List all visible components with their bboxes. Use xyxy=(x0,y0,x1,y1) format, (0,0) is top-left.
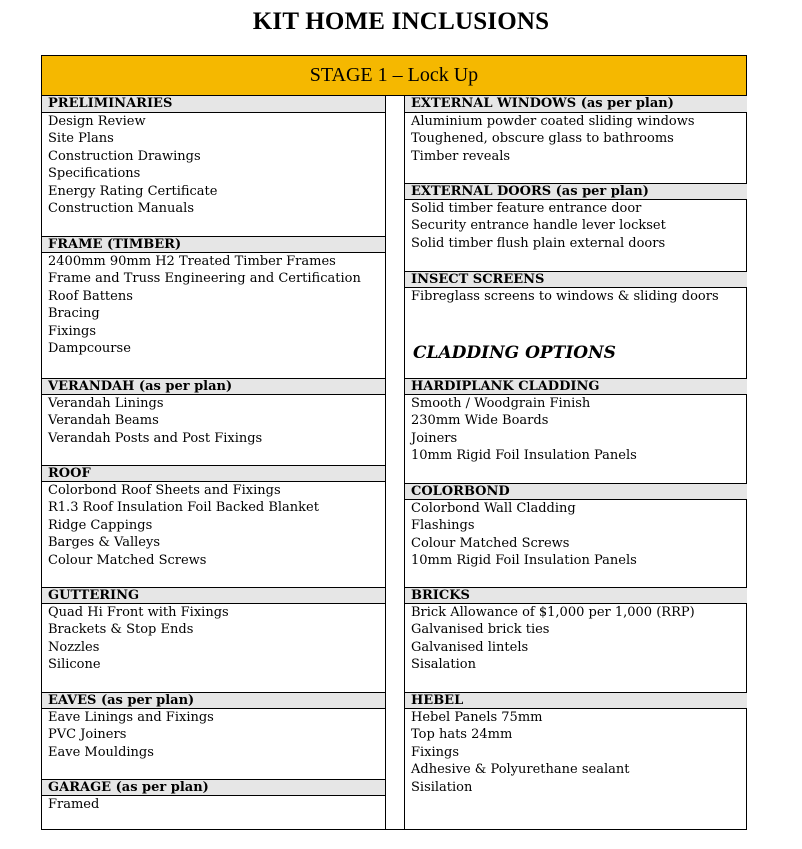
section-heading: HARDIPLANK CLADDING xyxy=(405,378,747,395)
section-roof xyxy=(42,465,385,569)
section-heading: GARAGE (as per plan) xyxy=(42,779,385,796)
list-item: Adhesive & Polyurethane sealant xyxy=(411,762,630,778)
section-heading: EAVES (as per plan) xyxy=(42,692,385,709)
list-item: Aluminium powder coated sliding windows xyxy=(411,114,695,129)
list-item: Silicone xyxy=(48,657,101,673)
list-item: Ridge Cappings xyxy=(48,517,153,533)
section-heading: ROOF xyxy=(42,465,385,482)
left-column xyxy=(42,96,386,829)
section-item-list xyxy=(405,500,747,570)
section-item-list xyxy=(42,796,385,813)
list-item: Frame and Truss Engineering and Certification xyxy=(48,271,361,287)
section-heading: GUTTERING xyxy=(42,587,385,604)
section-guttering xyxy=(42,587,385,674)
section-bricks xyxy=(405,587,747,674)
section-item-list xyxy=(405,200,747,252)
section-preliminaries xyxy=(42,96,385,217)
list-item: Verandah Linings xyxy=(48,396,164,411)
section-heading: EXTERNAL DOORS (as per plan) xyxy=(405,183,747,200)
list-item: Security entrance handle lever lockset xyxy=(411,218,666,234)
section-item-list xyxy=(42,113,385,217)
list-item: Framed xyxy=(48,797,100,812)
list-item: Galvanised brick ties xyxy=(411,622,550,638)
section-item-list xyxy=(42,482,385,569)
list-item: Nozzles xyxy=(48,639,100,655)
section-colorbond xyxy=(405,483,747,570)
section-item-list xyxy=(405,709,747,796)
section-heading: EXTERNAL WINDOWS (as per plan) xyxy=(405,96,747,113)
list-item: Hebel Panels 75mm xyxy=(411,710,543,725)
list-item: Timber reveals xyxy=(411,148,511,164)
section-item-list xyxy=(42,709,385,761)
list-item: Colorbond Roof Sheets and Fixings xyxy=(48,483,281,498)
section-item-list xyxy=(42,604,385,674)
section-heading: INSECT SCREENS xyxy=(405,271,747,288)
section-heading: FRAME (TIMBER) xyxy=(42,236,385,253)
list-item: Energy Rating Certificate xyxy=(48,183,218,199)
list-item: Fixings xyxy=(411,744,460,760)
list-item: Sisalation xyxy=(411,657,476,673)
list-item: Verandah Beams xyxy=(48,413,159,429)
list-item: 230mm Wide Boards xyxy=(411,413,549,429)
page-title: KIT HOME INCLUSIONS xyxy=(252,8,550,35)
list-item: Galvanised lintels xyxy=(411,639,529,655)
section-heading: VERANDAH (as per plan) xyxy=(42,378,385,395)
section-heading: COLORBOND xyxy=(405,483,747,500)
section-item-list xyxy=(405,395,747,465)
section-heading: PRELIMINARIES xyxy=(42,96,385,113)
list-item: 10mm Rigid Foil Insulation Panels xyxy=(411,553,637,569)
list-item: PVC Joiners xyxy=(48,727,127,743)
list-item: Construction Drawings xyxy=(48,148,201,164)
list-item: R1.3 Roof Insulation Foil Backed Blanket xyxy=(48,500,319,516)
section-item-list xyxy=(42,395,385,447)
section-external-doors xyxy=(405,183,747,252)
list-item: Sisilation xyxy=(411,779,473,795)
list-item: Brackets & Stop Ends xyxy=(48,622,194,638)
list-item: Specifications xyxy=(48,166,141,182)
list-item: Site Plans xyxy=(48,131,114,147)
section-item-list xyxy=(405,604,747,674)
section-hebel xyxy=(405,692,747,796)
list-item: Colour Matched Screws xyxy=(48,552,207,568)
list-item: Construction Manuals xyxy=(48,200,195,216)
list-item: Bracing xyxy=(48,306,100,322)
list-item: 2400mm 90mm H2 Treated Timber Frames xyxy=(48,254,336,269)
list-item: Smooth / Woodgrain Finish xyxy=(411,396,591,411)
list-item: Brick Allowance of $1,000 per 1,000 (RRP) xyxy=(411,605,695,620)
list-item: Colorbond Wall Cladding xyxy=(411,501,576,516)
list-item: Dampcourse xyxy=(48,340,131,356)
list-item: Solid timber flush plain external doors xyxy=(411,235,666,251)
section-item-list xyxy=(405,288,747,305)
section-insect-screens xyxy=(405,271,747,305)
stage-banner: STAGE 1 – Lock Up xyxy=(42,56,746,96)
section-garage xyxy=(42,779,385,813)
list-item: Design Review xyxy=(48,114,146,129)
list-item: Solid timber feature entrance door xyxy=(411,201,642,216)
list-item: Toughened, obscure glass to bathrooms xyxy=(411,131,674,147)
list-item: Eave Linings and Fixings xyxy=(48,710,214,725)
list-item: Barges & Valleys xyxy=(48,535,161,551)
section-heading: BRICKS xyxy=(405,587,747,604)
list-item: Quad Hi Front with Fixings xyxy=(48,605,229,620)
list-item: Flashings xyxy=(411,518,475,534)
inclusions-table xyxy=(41,55,747,830)
section-hardiplank-cladding xyxy=(405,378,747,465)
section-external-windows xyxy=(405,96,747,165)
list-item: Eave Mouldings xyxy=(48,744,154,760)
list-item: Verandah Posts and Post Fixings xyxy=(48,430,263,446)
section-item-list xyxy=(42,253,385,357)
section-eaves xyxy=(42,692,385,761)
section-verandah xyxy=(42,378,385,447)
list-item: Fibreglass screens to windows & sliding doors xyxy=(411,289,719,304)
list-item: Roof Battens xyxy=(48,288,133,304)
cladding-options-heading: CLADDING OPTIONS xyxy=(413,343,616,363)
section-heading: HEBEL xyxy=(405,692,747,709)
list-item: Fixings xyxy=(48,323,97,339)
list-item: 10mm Rigid Foil Insulation Panels xyxy=(411,448,637,464)
section-frame xyxy=(42,236,385,357)
right-column xyxy=(404,96,747,829)
section-item-list xyxy=(405,113,747,165)
list-item: Joiners xyxy=(411,430,458,446)
list-item: Colour Matched Screws xyxy=(411,535,570,551)
list-item: Top hats 24mm xyxy=(411,727,513,743)
